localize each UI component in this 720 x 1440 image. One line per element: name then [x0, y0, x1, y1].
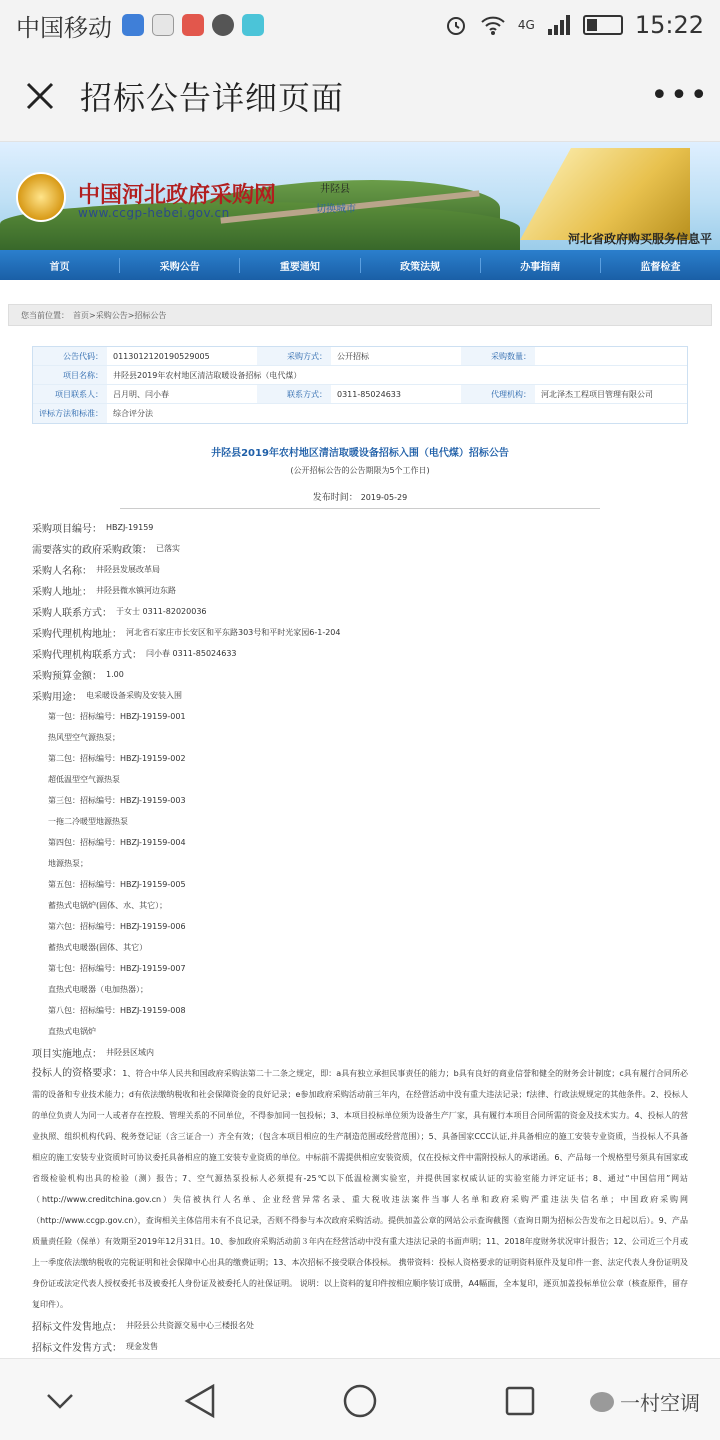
package-line: 超低温型空气源热泵 [48, 775, 120, 784]
field-row: 采购用途： 电采暖设备采购及安装入围 [32, 691, 182, 703]
battery-icon [583, 15, 623, 35]
close-button[interactable] [0, 50, 80, 142]
home-circle-icon [342, 1383, 378, 1419]
system-nav-bar [0, 1358, 720, 1440]
more-menu-button[interactable]: ••• [650, 78, 710, 113]
county-label: 井陉县 [320, 184, 350, 195]
gold-bars-decor [520, 148, 690, 240]
notice-body [32, 517, 688, 1378]
chevron-down-icon [45, 1391, 75, 1411]
project-label: 项目名称： [33, 366, 107, 384]
watermark [590, 1387, 700, 1416]
site-banner [0, 142, 720, 250]
back-button[interactable] [178, 1379, 222, 1423]
field-row: 采购代理机构地址： 河北省石家庄市长安区和平东路303号和平时光家园6-1-204 [32, 628, 341, 640]
package-line: 蓄热式电锅炉(固体、水、其它）； [48, 901, 168, 910]
book-app-icon [182, 14, 204, 36]
notice-info-table [32, 346, 688, 424]
site-nav [0, 250, 720, 280]
package-line: 第三包：招标编号：HBZJ-19159-003 [48, 796, 186, 805]
site-slogan: 河北省政府购买服务信息平 [567, 232, 712, 246]
phone-value: 0311-85024633 [337, 389, 401, 399]
package-line: 蓄热式电暖器(固体、其它） [48, 943, 148, 952]
arrow-app-icon [152, 14, 174, 36]
back-triangle-icon [183, 1383, 217, 1419]
package-line: 热风型空气源热泵； [48, 733, 120, 742]
notice-title: 井陉县2019年农村地区清洁取暖设备招标入围（电代煤）招标公告 [211, 448, 509, 459]
site-logo [16, 172, 66, 222]
publish-value: 2019-05-29 [360, 493, 408, 502]
package-line: 第二包：招标编号：HBZJ-19159-002 [48, 754, 186, 763]
notice-code: 0113012120190529005 [113, 351, 210, 361]
agency-label: 代理机构： [461, 385, 535, 403]
publish-label: 发布时间： [312, 493, 358, 503]
field-row: 采购人地址： 井陉县微水镇河边东路 [32, 586, 176, 598]
field-row: 采购人名称： 井陉县发展改革局 [32, 565, 160, 577]
web-content[interactable] [0, 142, 720, 1358]
sale-row: 招标文件发售方式： 现金发售 [32, 1342, 158, 1354]
nav-guide[interactable]: 办事指南 [481, 258, 601, 273]
eval-label: 评标方法和标准： [33, 404, 107, 423]
notice-subtitle: (公开招标公告的公告期限为5个工作日) [290, 466, 430, 475]
carrier-label: 中国移动 [16, 13, 112, 42]
quantity-label: 采购数量： [461, 347, 535, 365]
quantity-value [535, 347, 541, 365]
home-button[interactable] [338, 1379, 382, 1423]
package-line: 第四包：招标编号：HBZJ-19159-004 [48, 838, 186, 847]
site-url: www.ccgp-hebei.gov.cn [78, 206, 230, 220]
nav-supervision[interactable]: 监督检查 [640, 261, 681, 273]
nav-important-notice[interactable]: 重要通知 [240, 258, 360, 273]
phone-label: 联系方式： [257, 385, 331, 403]
method-label: 采购方式： [257, 347, 331, 365]
package-line: 第七包：招标编号：HBZJ-19159-007 [48, 964, 186, 973]
publish-date [0, 490, 720, 503]
recents-square-icon [504, 1385, 536, 1417]
notification-icons [122, 14, 264, 36]
video-app-icon [242, 14, 264, 36]
sale-row: 招标文件发售地点： 井陉县公共资源交易中心三楼报名处 [32, 1321, 254, 1333]
status-bar [0, 0, 720, 50]
nav-procurement-notice[interactable]: 采购公告 [120, 258, 240, 273]
close-icon [25, 81, 55, 111]
contact-value: 吕月明、闫小春 [113, 389, 169, 399]
paw-app-icon [122, 14, 144, 36]
project-value: 井陉县2019年农村地区清洁取暖设备招标（电代煤） [113, 370, 302, 380]
site-name: 中国河北政府采购网 [78, 183, 277, 208]
wechat-icon [590, 1392, 614, 1412]
clock: 15:22 [634, 11, 704, 39]
notice-code-label: 公告代码： [33, 347, 107, 365]
location-row: 项目实施地点： 井陉县区域内 [32, 1048, 154, 1060]
eval-value: 综合评分法 [113, 409, 153, 418]
cloud-app-icon [212, 14, 234, 36]
recents-button[interactable] [498, 1379, 542, 1423]
divider [120, 508, 600, 509]
agency-value: 河北泽杰工程项目管理有限公司 [541, 389, 653, 399]
package-line: 直热式电暖器（电加热器）； [48, 985, 148, 994]
watermark-text: 一村空调 [620, 1391, 700, 1415]
package-line: 地源热泵； [48, 859, 88, 868]
package-line: 第五包：招标编号：HBZJ-19159-005 [48, 880, 186, 889]
package-line: 一拖二冷暖型地源热泵 [48, 817, 128, 826]
field-row: 需要落实的政府采购政策： 已落实 [32, 544, 180, 556]
field-row: 采购代理机构联系方式： 闫小春 0311-85024633 [32, 649, 237, 661]
method-value: 公开招标 [337, 351, 369, 361]
package-line: 第八包：招标编号：HBZJ-19159-008 [48, 1006, 186, 1015]
hide-keyboard-button[interactable] [38, 1379, 82, 1423]
breadcrumb: 您当前位置： 首页>采购公告>招标公告 [8, 304, 712, 326]
nav-home[interactable]: 首页 [0, 258, 120, 273]
qualification-paragraph: 投标人的资格要求：1、符合中华人民共和国政府采购法第二十二条之规定，即：a具有独立承担民事责任的能力；b具有良好的商业信誉和健全的财务会计制度；c具有履行合同所必需的设备和专业技术能力；d有依法缴纳税收和社会保障资金的良好记录；e参加政府采购活动前三年内，在经营活动中没有重大违法记录；f法律、行政法规规定的其他条件。2、投标人的单位负责人为同一人或者存在控股、管理关系的不同单位，不得参加同一包投标；3、本项目投标单位须为设备生产厂家，具有履行本项目合同所需的资金及技术实力。4、投标人的营业执照、组织机构代码、税务登记证（含三证合一）齐全有效；（包含本项目相应的生产制造范围或经营范围）；5、具备国家CCC认证,并具备相应的施工安装专业资质，当投标人不具备相应的施工安装专业资质时可协议委托具备相应的施工安装专业资质的单位。中标前不需提供相应安装资质，仅在投标文件中需附投标人的承诺函。6、产品每一个规格型号须具有国家或省级检验机构出具的检验（测）报告；7、空气源热泵投标人必须提有-25℃以下低温检测实验室，并提供国家权威认证的实验室能力评定证书；8、通过“中国信用”网站（http://www.creditchina.gov.cn）失信被执行人名单、企业经营异常名录、重大税收违法案件当事人名单和政府采购严重违法失信名单；中国政府采购网（http://www.ccgp.gov.cn），查询相关主体信用未有不良记录，否则不得参与本次政府采购活动。提供加盖公章的网站公示查询截图（查询日期为招标公告发布之日起以后）。9、产品质量责任险（保单）有效期至2019年12月31日。10、参加政府采购活动前３年内在经营活动中没有重大违法记录的书面声明；11、2018年度财务状况审计报告；12、公司近三个月或上一季度依法缴纳税收的完税证明和社会保障中心出具的缴费证明；13、本次招标不接受联合体投标。 携带资料：投标人资格要求的证明资料原件及复印件一套、法定代表人身份证明及身份证或法定代表人授权委托书及被委托人身份证及被委托人的社保证明。 说明：以上资料的复印件按相应顺序装订成册，A4幅面，全本复印，逐页加盖投标单位公章（核查原件，留存复印件）。 [32, 1068, 688, 1309]
switch-city-link[interactable]: 切换城市 [316, 204, 356, 215]
wifi-icon [480, 14, 506, 36]
network-type: 4G [517, 18, 535, 32]
nav-policy[interactable]: 政策法规 [361, 258, 481, 273]
field-row: 采购项目编号： HBZJ-19159 [32, 523, 154, 535]
package-line: 直热式电锅炉 [48, 1027, 96, 1036]
alarm-icon [444, 13, 468, 37]
app-title-bar [0, 50, 720, 142]
field-row: 采购人联系方式： 于女士 0311-82020036 [32, 607, 207, 619]
signal-icon [547, 14, 571, 36]
package-line: 第一包：招标编号：HBZJ-19159-001 [48, 712, 186, 721]
field-row: 采购预算金额： 1.00 [32, 670, 124, 682]
page-title: 招标公告详细页面 [80, 78, 345, 117]
package-line: 第六包：招标编号：HBZJ-19159-006 [48, 922, 186, 931]
contact-label: 项目联系人： [33, 385, 107, 403]
